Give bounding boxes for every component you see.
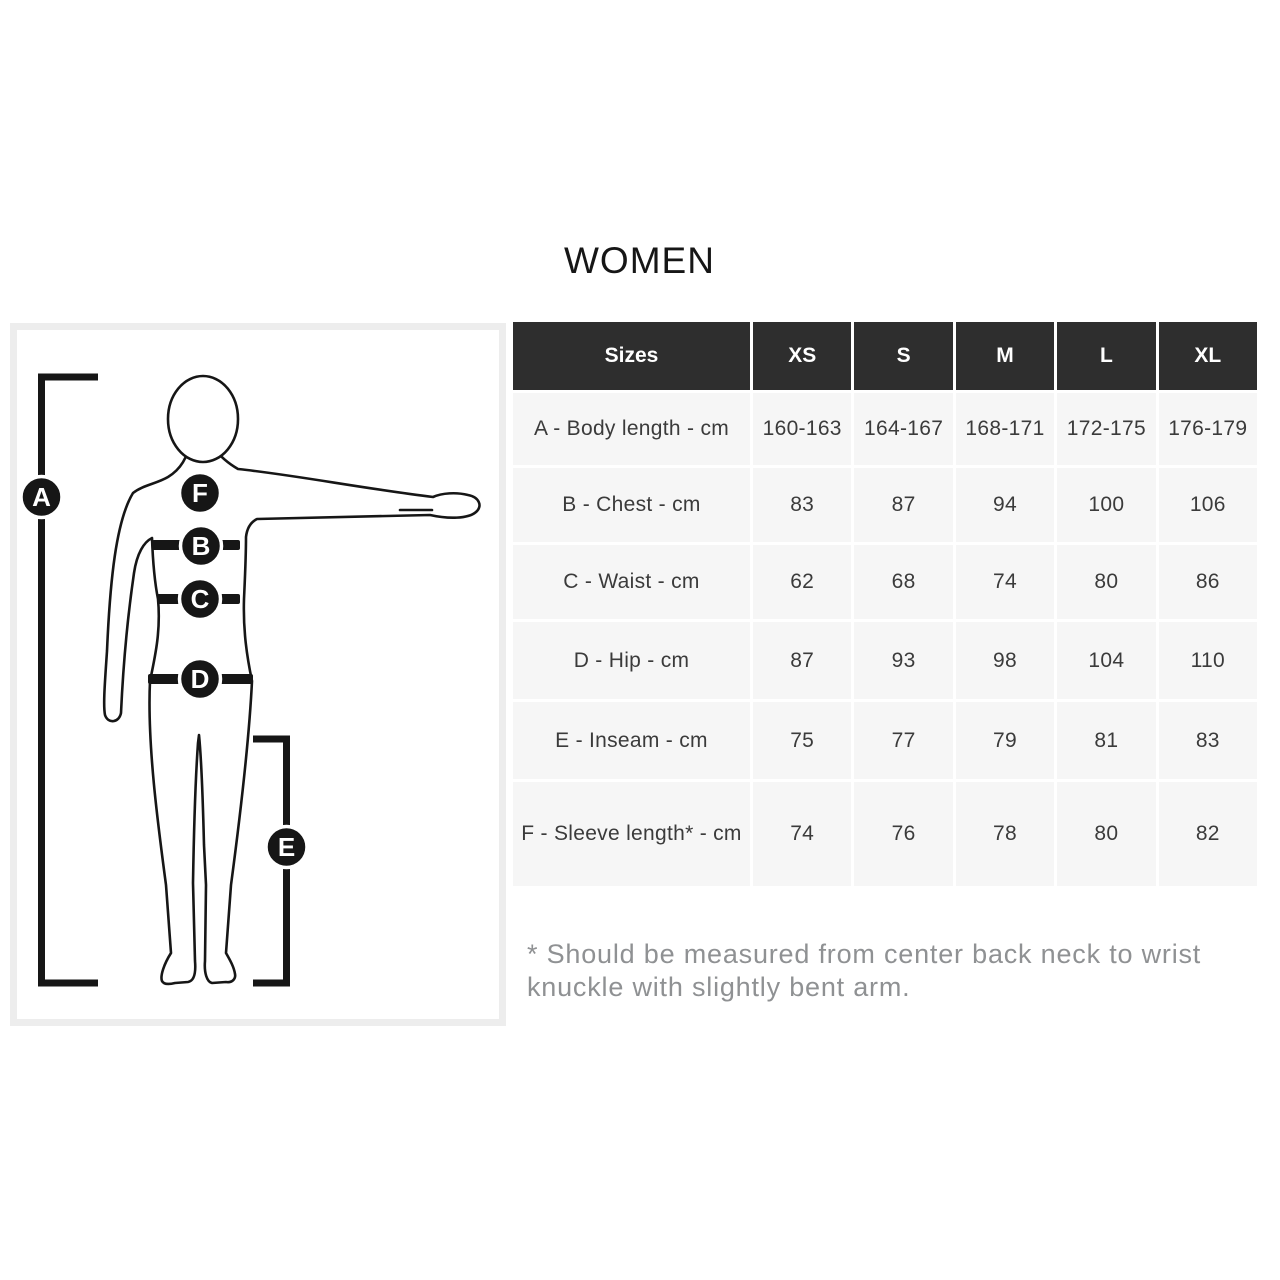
row-label-cell: E - Inseam - cm	[513, 702, 750, 779]
svg-text:D: D	[190, 664, 210, 694]
value-cell: 76	[854, 782, 952, 886]
value-cell: 106	[1159, 468, 1257, 542]
column-header-sizes: Sizes	[513, 322, 750, 390]
sleeve-measurement-footnote: * Should be measured from center back neck to wrist knuckle with slightly bent arm.	[527, 939, 1202, 1002]
marker-e	[266, 827, 307, 868]
value-cell: 164-167	[854, 393, 952, 465]
value-cell: 110	[1159, 622, 1257, 699]
column-header-xs: XS	[753, 322, 851, 390]
marker-f	[180, 473, 221, 514]
value-cell: 74	[753, 782, 851, 886]
diagram-border	[14, 327, 503, 1023]
value-cell: 78	[956, 782, 1054, 886]
svg-text:B: B	[191, 531, 211, 561]
value-cell: 98	[956, 622, 1054, 699]
svg-text:F: F	[192, 478, 208, 508]
value-cell: 83	[753, 468, 851, 542]
row-label-cell: B - Chest - cm	[513, 468, 750, 542]
svg-text:E: E	[277, 832, 296, 862]
row-label-cell: D - Hip - cm	[513, 622, 750, 699]
column-header-m: M	[956, 322, 1054, 390]
size-table	[513, 322, 1257, 886]
row-label-cell: A - Body length - cm	[513, 393, 750, 465]
value-cell: 81	[1057, 702, 1155, 779]
value-cell: 104	[1057, 622, 1155, 699]
value-cell: 83	[1159, 702, 1257, 779]
value-cell: 79	[956, 702, 1054, 779]
row-label-cell: F - Sleeve length* - cm	[513, 782, 750, 886]
value-cell: 77	[854, 702, 952, 779]
page-title: WOMEN	[564, 240, 715, 281]
column-header-l: L	[1057, 322, 1155, 390]
body-measurement-diagram	[10, 323, 506, 1026]
value-cell: 160-163	[753, 393, 851, 465]
marker-c	[180, 579, 221, 620]
value-cell: 94	[956, 468, 1054, 542]
value-cell: 62	[753, 545, 851, 619]
value-cell: 80	[1057, 545, 1155, 619]
value-cell: 172-175	[1057, 393, 1155, 465]
column-header-s: S	[854, 322, 952, 390]
marker-b	[181, 526, 222, 567]
value-cell: 87	[854, 468, 952, 542]
value-cell: 82	[1159, 782, 1257, 886]
head-outline	[168, 376, 238, 462]
value-cell: 68	[854, 545, 952, 619]
row-label-cell: C - Waist - cm	[513, 545, 750, 619]
value-cell: 168-171	[956, 393, 1054, 465]
marker-d	[180, 659, 221, 700]
value-cell: 80	[1057, 782, 1155, 886]
value-cell: 75	[753, 702, 851, 779]
svg-text:C: C	[190, 584, 210, 614]
value-cell: 176-179	[1159, 393, 1257, 465]
value-cell: 100	[1057, 468, 1155, 542]
value-cell: 74	[956, 545, 1054, 619]
column-header-xl: XL	[1159, 322, 1257, 390]
marker-a	[21, 477, 62, 518]
value-cell: 86	[1159, 545, 1257, 619]
svg-text:A: A	[32, 482, 51, 512]
value-cell: 93	[854, 622, 952, 699]
value-cell: 87	[753, 622, 851, 699]
